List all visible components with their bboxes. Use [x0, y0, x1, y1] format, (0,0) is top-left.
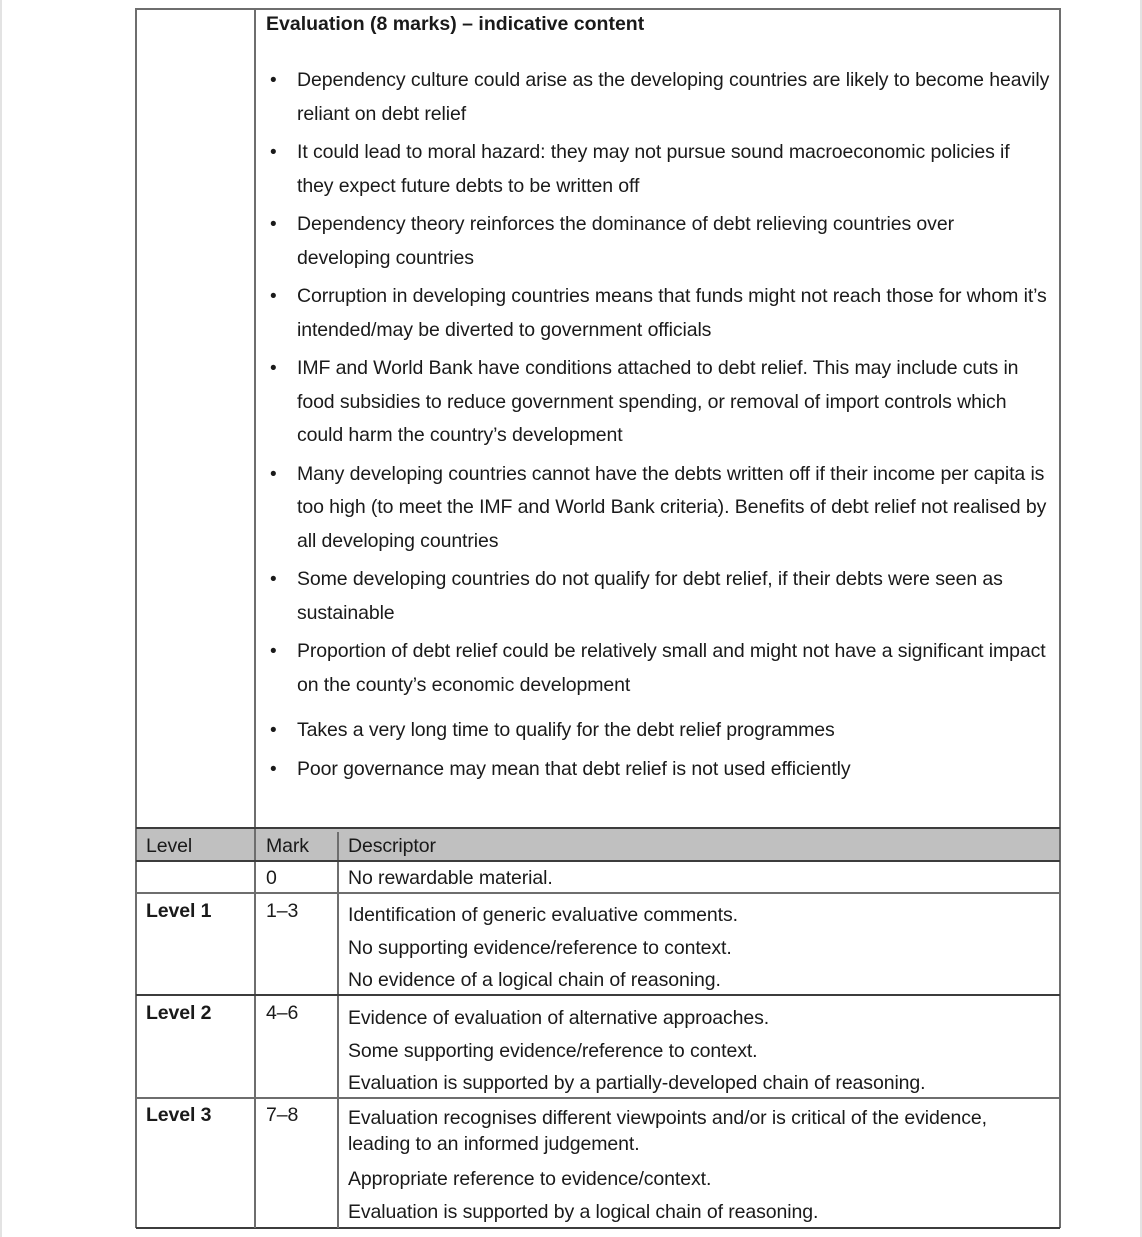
header-descriptor: Descriptor	[348, 835, 436, 857]
descriptor-line: Identification of generic evaluative comments.	[348, 904, 738, 926]
list-item: • Corruption in developing countries means that funds might not reach those for whom it’s intended/may be diverted to government officials	[266, 280, 1051, 347]
column-divider-level	[254, 8, 256, 1228]
table-border-right	[1059, 8, 1061, 1228]
row-3-level: Level 3	[146, 1104, 212, 1126]
section-title: Evaluation (8 marks) – indicative content	[266, 13, 645, 35]
row-divider-0	[136, 892, 1060, 894]
bullet-icon: •	[270, 720, 277, 741]
bullet-icon: •	[270, 463, 277, 485]
descriptor-line: Evaluation recognises different viewpoints and/or is critical of the evidence, leading to an informed judgement.	[348, 1107, 987, 1155]
list-item: • Takes a very long time to qualify for the debt relief programmes	[266, 714, 1051, 748]
bullet-icon: •	[270, 70, 277, 91]
page-edge-left	[0, 0, 2, 1237]
table-border-top	[136, 8, 1060, 10]
row-2-level: Level 2	[146, 1002, 212, 1024]
row-3-mark: 7–8	[266, 1104, 299, 1126]
list-item: • Dependency theory reinforces the dominance of debt relieving countries over developing countries	[266, 208, 1051, 275]
list-item: • Proportion of debt relief could be relatively small and might not have a significant impact on the county’s economic development	[266, 635, 1051, 702]
list-item: • Dependency culture could arise as the developing countries are likely to become heavily reliant on debt relief	[266, 64, 1051, 131]
descriptor-line: No evidence of a logical chain of reasoning.	[348, 969, 721, 991]
header-level: Level	[146, 835, 193, 857]
bullet-icon: •	[270, 214, 277, 235]
descriptor-line: Some supporting evidence/reference to context.	[348, 1039, 758, 1062]
list-item: • IMF and World Bank have conditions attached to debt relief. This may include cuts in food subsidies to reduce government spending, or removal of import controls which could harm the country’s development	[266, 352, 1051, 453]
bullet-icon: •	[270, 286, 277, 307]
descriptor-line: No supporting evidence/reference to context.	[348, 936, 732, 959]
list-item: • Poor governance may mean that debt relief is not used efficiently	[266, 753, 1051, 787]
row-1-level: Level 1	[146, 900, 212, 922]
row-divider-header-top	[136, 827, 1060, 829]
bullet-icon: •	[270, 142, 277, 163]
list-item: • Many developing countries cannot have the debts written off if their income per capita is too high (to meet the IMF and World Bank criteria). Benefits of debt relief not realised by all developing countries	[266, 458, 1051, 559]
row-2-descriptors	[348, 1002, 1048, 1100]
bullet-icon: •	[270, 758, 277, 780]
table-border-left	[135, 8, 137, 1228]
row-0-mark: 0	[266, 867, 277, 889]
descriptor-line: Appropriate reference to evidence/context.	[348, 1168, 712, 1190]
bullet-icon: •	[270, 641, 277, 662]
row-0-descriptor: No rewardable material.	[348, 867, 553, 889]
bullet-icon: •	[270, 358, 277, 379]
list-item: • It could lead to moral hazard: they may not pursue sound macroeconomic policies if they expect future debts to be written off	[266, 136, 1051, 203]
row-1-descriptors	[348, 899, 1048, 997]
row-2-mark: 4–6	[266, 1002, 299, 1024]
row-3-descriptors	[348, 1105, 1048, 1228]
indicative-content-list	[266, 64, 1051, 791]
bullet-icon: •	[270, 569, 277, 590]
row-1-mark: 1–3	[266, 900, 299, 922]
descriptor-line: Evaluation is supported by a logical chain of reasoning.	[348, 1200, 819, 1223]
descriptor-line: Evidence of evaluation of alternative approaches.	[348, 1007, 770, 1029]
descriptor-line: Evaluation is supported by a partially-developed chain of reasoning.	[348, 1072, 926, 1094]
header-mark: Mark	[266, 835, 309, 857]
row-divider-header-bottom	[136, 860, 1060, 862]
list-item: • Some developing countries do not qualify for debt relief, if their debts were seen as sustainable	[266, 563, 1051, 630]
